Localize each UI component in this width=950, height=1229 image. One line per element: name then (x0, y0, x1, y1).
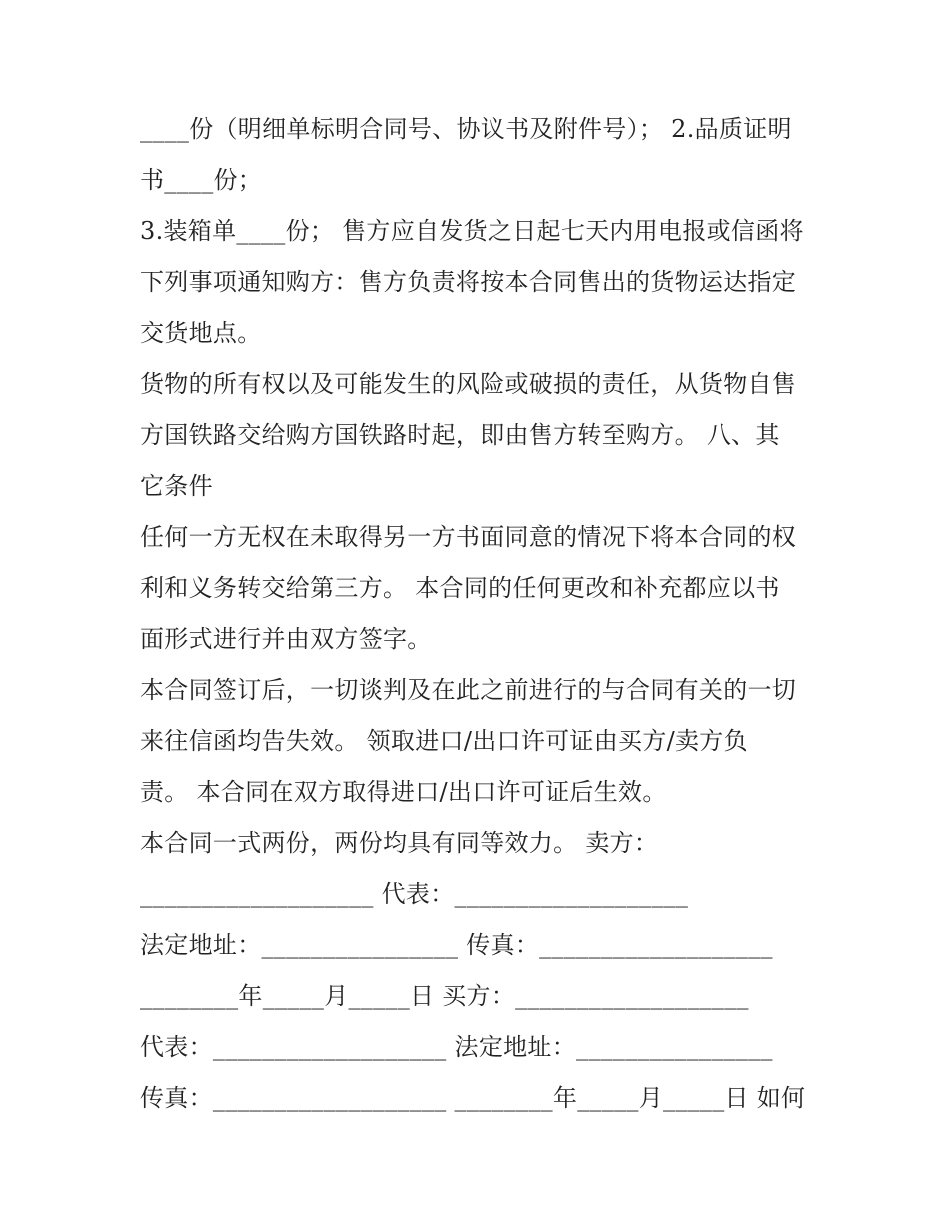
text-line: 本合同签订后，一切谈判及在此之前进行的与合同有关的一切 (140, 676, 797, 704)
text-line: 来往信函均告失效。 领取进口/出口许可证由买方/卖方负 (140, 727, 748, 755)
text-line: 责。 本合同在双方取得进口/出口许可证后生效。 (140, 778, 667, 806)
text-line: 利和义务转交给第三方。 本合同的任何更改和补充都应以书 (140, 574, 780, 602)
signature-line: ___________________ 代表：___________________ (140, 880, 689, 908)
text-line: 下列事项通知购方：售方负责将按本合同售出的货物运达指定 (140, 268, 797, 296)
text-line: 本合同一式两份，两份均具有同等效力。 卖方： (140, 829, 659, 857)
signature-line: 传真：___________________ ________年_____月_____日 如何 (140, 1084, 806, 1112)
text-line: ____份（明细单标明合同号、协议书及附件号）； 2.品质证明 (140, 115, 792, 143)
text-line: 货物的所有权以及可能发生的风险或破损的责任，从货物自售 (140, 370, 797, 398)
signature-line: ________年_____月_____日 买方：___________________ (140, 982, 749, 1010)
text-line: 任何一方无权在未取得另一方书面同意的情况下将本合同的权 (140, 523, 797, 551)
text-line: 3.装箱单____份； 售方应自发货之日起七天内用电报或信函将 (140, 217, 804, 245)
text-line: 交货地点。 (140, 319, 262, 347)
signature-line: 代表：___________________ 法定地址：________________ (140, 1033, 773, 1061)
text-line: 它条件 (140, 472, 213, 500)
signature-line: 法定地址：________________ 传真：___________________ (140, 931, 773, 959)
text-line: 面形式进行并由双方签字。 (140, 625, 432, 653)
text-line: 书____份； (140, 166, 263, 194)
document-body (140, 104, 820, 1124)
text-line: 方国铁路交给购方国铁路时起，即由售方转至购方。 八、其 (140, 421, 780, 449)
